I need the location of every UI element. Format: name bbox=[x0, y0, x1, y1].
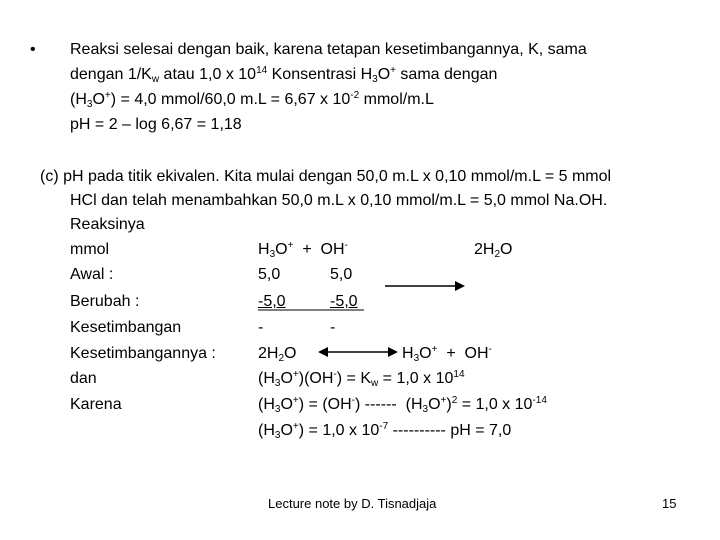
label-berubah: Berubah : bbox=[70, 293, 140, 310]
part-c-line-1: (c) pH pada titik ekivalen. Kita mulai dengan 50,0 m.L x 0,10 mmol/m.L = 5 mmol bbox=[40, 168, 612, 185]
intro-line-2: dengan $1/K_w$ atau 1,0 x $10^{14}$ Konsentrasi $H_3O^+$ sama dengan bbox=[70, 65, 498, 85]
awal-oh: 5,0 bbox=[330, 266, 353, 283]
label-mmol: mmol bbox=[70, 241, 110, 258]
intro-line-3: $(H_3O^+) = 4,0$ mmol/60,0 m.L = 6,67 x $10^{-2}$ mmol/m.L bbox=[70, 90, 434, 110]
berubah-underline bbox=[258, 309, 364, 311]
equilibrium-arrow-icon bbox=[318, 346, 398, 358]
reaction-arrow-icon bbox=[385, 280, 465, 292]
label-awal: Awal : bbox=[70, 266, 114, 283]
label-kesetimbangannya: Kesetimbangannya : bbox=[70, 345, 216, 362]
kw-line: $(H_3O^+)(OH^-) = K_w = 1,0$ x $10^{14}$ bbox=[258, 369, 465, 389]
part-c-line-2: HCl dan telah menambahkan 50,0 m.L x 0,10 mmol/m.L = 5,0 mmol Na.OH. bbox=[70, 192, 608, 209]
karena-line: $(H_3O^+) = (OH^-)$ ------ $(H_3O^+)^2 = 1,0$ x $10^{-14}$ bbox=[258, 395, 547, 415]
final-line: $(H_3O^+) = 1,0$ x $10^{-7}$ ---------- pH = 7,0 bbox=[258, 421, 512, 441]
label-dan: dan bbox=[70, 370, 97, 387]
equilibrium-right: $H_3O^+ + OH^-$ bbox=[402, 344, 492, 364]
footer-credit: Lecture note by D. Tisnadjaja bbox=[268, 496, 437, 511]
berubah-oh: -5,0 bbox=[330, 293, 358, 310]
equilibrium-left: $2H_2O$ bbox=[258, 345, 297, 364]
kes-h3o: - bbox=[258, 319, 264, 336]
reaction-reactants: $H_3O^+ + OH^-$ bbox=[258, 240, 348, 260]
intro-line-4: pH = 2 – log 6,67 = 1,18 bbox=[70, 116, 242, 133]
awal-h3o: 5,0 bbox=[258, 266, 281, 283]
part-c-line-3: Reaksinya bbox=[70, 216, 145, 233]
label-karena: Karena bbox=[70, 396, 122, 413]
label-kesetimbangan: Kesetimbangan bbox=[70, 319, 182, 336]
berubah-h3o: -5,0 bbox=[258, 293, 286, 310]
page-number: 15 bbox=[662, 496, 677, 511]
bullet: • bbox=[30, 41, 36, 58]
kes-oh: - bbox=[330, 319, 336, 336]
reaction-product: $2H_2O$ bbox=[474, 241, 513, 260]
intro-line-1: Reaksi selesai dengan baik, karena tetapan kesetimbangannya, K, sama bbox=[70, 41, 587, 58]
